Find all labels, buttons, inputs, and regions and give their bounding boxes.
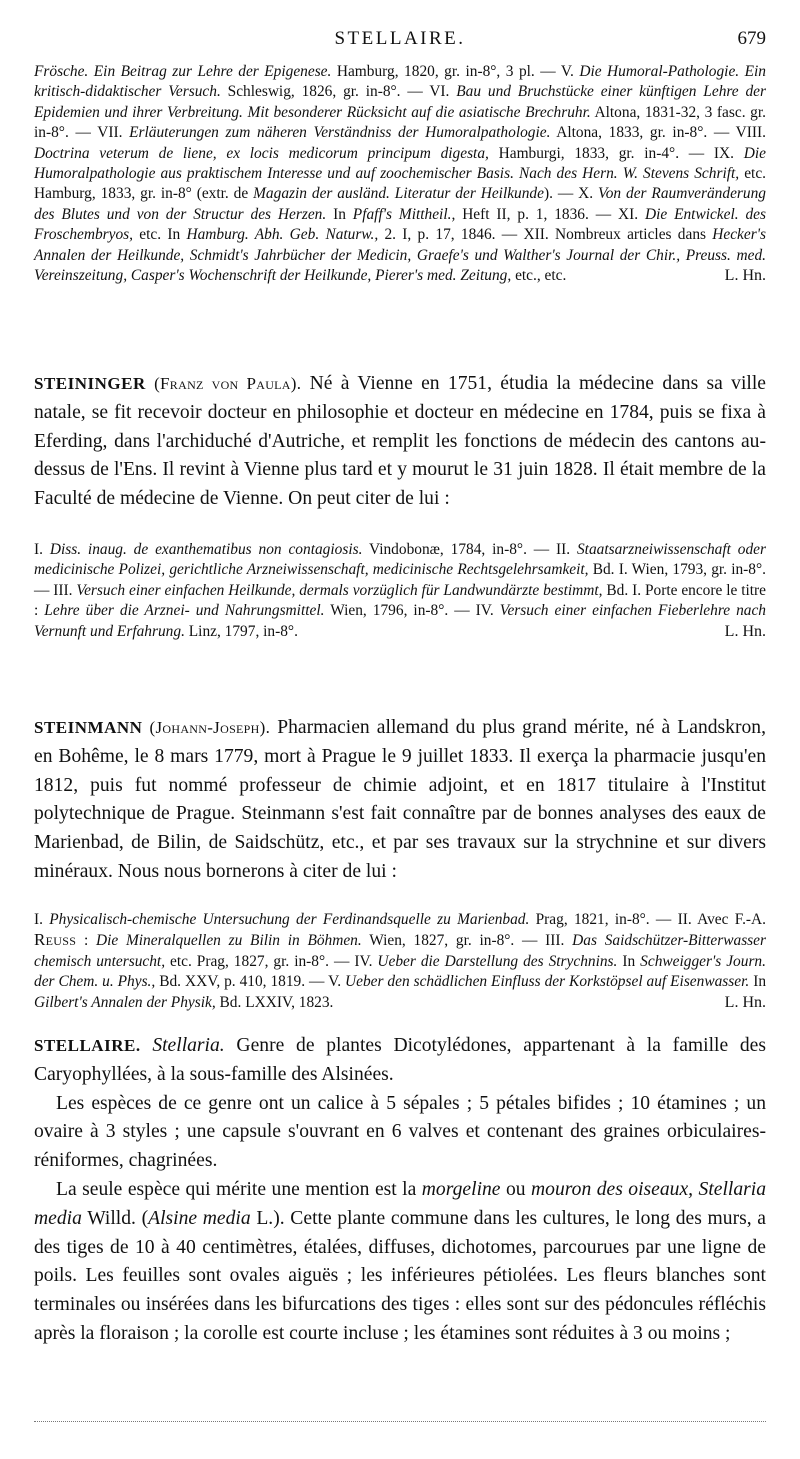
bib-title: Frösche. Ein Beitrag zur Lehre der Epigenese.: [34, 63, 332, 80]
bib-title: Die Entwickel. des Froschembryos,: [34, 205, 766, 244]
bib-title: Lehre über die Arznei- und Nahrungsmittel.: [44, 602, 325, 620]
bib-text: ). — X.: [543, 185, 599, 203]
bib-title: Ueber die Darstellung des Strychnins.: [377, 952, 618, 970]
bib-text: 2. I, p. 17, 1846. — XII. Nombreux articles dans: [378, 226, 713, 244]
bib-title: Die Mineralquellen zu Bilin in Böhmen.: [95, 932, 362, 950]
page-number: 679: [737, 28, 766, 49]
previous-entry-bibliography: [34, 62, 766, 286]
bib-title: Gilbert's Annalen der Physik,: [34, 993, 216, 1011]
bib-title: Die Humoral-Pathologie. Ein kritisch-didaktischer Versuch.: [34, 63, 766, 101]
bib-text: Vindobonæ, 1784, in-8°. — II.: [362, 541, 577, 558]
entry-names: (Franz von Paula).: [154, 374, 302, 393]
bib-title: Erläuterungen zum näheren Verständniss der Humoralpathologie.: [129, 124, 551, 142]
author-signature: L. Hn.: [724, 267, 766, 285]
bib-title: Von der Raumveränderung des Blutes und von der Structur des Herzen.: [34, 185, 766, 223]
author-signature: L. Hn.: [724, 993, 766, 1011]
bib-title: Pfaff's Mittheil.,: [352, 205, 456, 223]
bib-title: Versuch einer einfachen Fieberlehre nach Vernunft und Erfahrung.: [34, 602, 766, 640]
bib-title: Versuch einer einfachen Heilkunde, dermals vorzüglich für Landwundärzte bestimmt,: [76, 581, 603, 599]
bib-title: Staatsarzneiwissenschaft oder medicinische Polizei, gerichtliche Arzneiwissenschaft, medicinische Rechtsgelehrsamkeit,: [34, 541, 766, 579]
entry-text: ou: [500, 1178, 532, 1200]
bib-title: Physicalisch-chemische Untersuchung der Ferdinandsquelle zu Marienbad.: [49, 911, 530, 928]
bib-text: Bd. I. Wien, 1793, gr. in-8°. — III.: [34, 561, 767, 599]
bib-title: Bau und Bruchstücke einer künftigen Lehre der Epidemien und ihrer Verbreitung. Mit besonderer Rücksicht auf die asiatische Brechruhr.: [34, 83, 766, 121]
bib-text: Wien, 1827, gr. in-8°. — III.: [361, 932, 573, 950]
entry-headword: STEINMANN: [34, 718, 143, 737]
entry-paragraph: Les espèces de ce genre ont un calice à 5 sépales ; 5 pétales bifides ; 10 étamines ; un ovaire à 3 styles ; une capsule s'ouvrant en 6 valves et contenant des graines orbiculaires-réniformes, chagrinées.: [34, 1092, 766, 1172]
bib-title: Schweigger's Journ. der Chem. u. Phys.,: [34, 952, 766, 991]
entry-text: Pharmacien allemand du plus grand mérite, né à Landskron, en Bohême, le 8 mars 1779, mort à Prague le 9 juillet 1833. Il exerça la pharmacie jusqu'en 1812, puis fut nommé professeur de chimie adjoint, et en 1817 titulaire à l'Institut polytechnique de Prague. Steinmann s'est fait connaître par de bonnes analyses des eaux de Marienbad, de Bilin, de Saidschütz, etc., et par ses travaux sur la strychnine et sur divers minéraux. Nous nous bornerons à citer de lui :: [34, 717, 766, 882]
entry-steininger: [34, 370, 766, 514]
running-head: STELLAIRE.: [334, 28, 466, 49]
bib-text: etc. Hamburg, 1833, gr. in-8° (extr. de: [34, 165, 766, 203]
entry-stellaire: [34, 1032, 766, 1349]
page-header: [34, 26, 766, 56]
bib-title: Hamburg. Abh. Geb. Naturw.,: [186, 226, 379, 244]
bib-text: In: [326, 205, 353, 223]
bib-text: Altona, 1831-32, 3 fasc. gr. in-8°. — VII.: [34, 103, 766, 142]
entry-headword: STEININGER: [34, 374, 146, 393]
bib-text: Schleswig, 1826, gr. in-8°. — VI.: [220, 83, 457, 101]
entry-headword: STELLAIRE.: [34, 1036, 141, 1055]
bib-text: Bd. LXXIV, 1823.: [215, 993, 334, 1011]
steininger-bibliography: [34, 540, 766, 642]
steinmann-bibliography: [34, 910, 766, 1013]
bib-text: Prag, 1821, in-8°. — II. Avec F.-A.: [529, 911, 767, 928]
bib-text: I.: [34, 541, 50, 558]
bib-text: Hamburg, 1820, gr. in-8°, 3 pl. — V.: [331, 63, 580, 80]
bib-title: Das Saidschützer-Bitterwasser chemisch untersucht,: [34, 932, 766, 970]
author-signature: L. Hn.: [724, 622, 766, 640]
bib-text: Bd. I. Porte encore le titre :: [34, 581, 766, 620]
bib-title: Hecker's Annalen der Heilkunde, Schmidt's Jahrbücher der Medicin, Graefe's und Walther's Journal der Chir., Preuss. med. Vereinszeitung, Casper's Wochenschrift der Heilkunde, Pierer's med. Zeitung,: [34, 226, 766, 285]
bib-text: etc., etc.: [511, 267, 567, 285]
entry-names: (Johann-Joseph).: [149, 718, 271, 737]
bib-text: etc. Prag, 1827, gr. in-8°. — IV.: [165, 952, 378, 970]
entry-text: La seule espèce qui mérite une mention est la: [56, 1178, 422, 1200]
common-name: morgeline: [421, 1178, 501, 1200]
footer-dotted-rule: [34, 1421, 766, 1426]
entry-steinmann: [34, 714, 766, 887]
bib-title: Doctrina veterum de liene, ex locis medicorum principum digesta,: [34, 144, 489, 162]
bib-text: In: [749, 973, 767, 991]
bib-text: Heft II, p. 1, 1836. — XI.: [455, 205, 645, 223]
bib-text: Bd. XXV, p. 410, 1819. — V.: [155, 973, 346, 991]
bib-text: :: [76, 932, 96, 950]
bib-title: Magazin der ausländ. Literatur der Heilkunde: [253, 185, 544, 203]
bib-text: Linz, 1797, in-8°.: [184, 622, 298, 640]
entry-text: Willd. (: [81, 1207, 149, 1229]
bib-text: I.: [34, 911, 50, 928]
bib-text: Altona, 1833, gr. in-8°. — VIII.: [550, 124, 766, 142]
entry-text: Genre de plantes Dicotylédones, appartenant à la famille des Caryophyllées, à la sous-famille des Alsinées.: [34, 1035, 766, 1085]
coauthor-name: Reuss: [34, 930, 77, 950]
entry-text: Né à Vienne en 1751, étudia la médecine dans sa ville natale, se fit recevoir docteur en philosophie et docteur en médecine en 1784, puis se fixa à Eferding, dans l'archiduché d'Autriche, et remplit les fonctions de médecin des cantons au-dessus de l'Ens. Il revint à Vienne plus tard et y mourut le 31 juin 1828. Il était membre de la Faculté de médecine de Vienne. On peut citer de lui :: [34, 373, 766, 510]
entry-paragraph: [34, 1176, 766, 1349]
bib-title: Die Humoralpathologie aus praktischem Interesse und auf zoochemischer Basis. Nach des Hern. W. Stevens Schrift,: [34, 144, 766, 183]
bib-title: Diss. inaug. de exanthematibus non contagiosis.: [49, 541, 363, 558]
bib-text: etc. In: [133, 226, 187, 244]
bib-text: In: [617, 952, 641, 970]
bib-text: Hamburgi, 1833, gr. in-4°. — IX.: [488, 144, 744, 162]
bib-title: Ueber den schädlichen Einfluss der Korkstöpsel auf Eisenwasser.: [345, 973, 750, 991]
synonym-name: Alsine media: [148, 1207, 251, 1229]
species-name: mouron des oiseaux, Stellaria media: [34, 1178, 767, 1229]
entry-text: L.). Cette plante commune dans les cultures, le long des murs, a des tiges de 10 à 40 centimètres, étalées, diffuses, dichotomes, parcourues par une ligne de poils. Les feuilles sont ovales aiguës ; les inférieures pétiolées. Les fleurs blanches sont terminales ou insérées dans les bifurcations des tiges : elles sont sur des pédoncules réfléchis après la floraison ; la corolle est courte incluse ; les étamines sont réduites à 3 ou moins ;: [34, 1207, 766, 1344]
entry-latin-name: Stellaria.: [152, 1035, 225, 1056]
bib-text: Wien, 1796, in-8°. — IV.: [324, 602, 500, 620]
